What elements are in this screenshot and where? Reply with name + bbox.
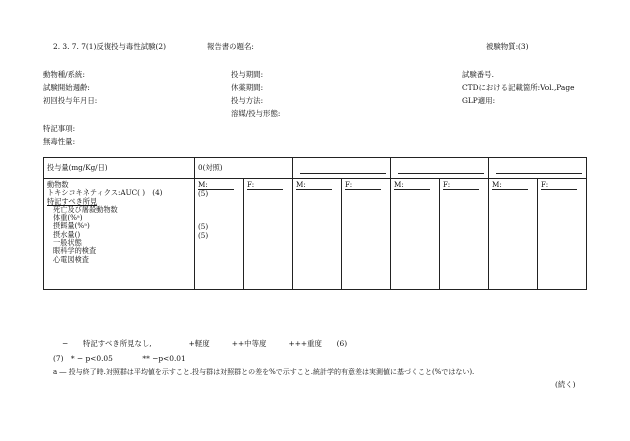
female-label: F: <box>345 181 381 190</box>
row-labels-cell <box>44 179 195 290</box>
study-start-age-field: 試験開始週齢: <box>43 83 90 92</box>
stats-footnote: (7) * − p<0.05 ** −p<0.01 <box>53 354 186 363</box>
recovery-period-field: 休薬期間: <box>231 83 264 92</box>
study-number-field: 試験番号. <box>462 70 494 79</box>
toxicity-table <box>43 157 587 290</box>
row-label: 動物数 <box>47 180 69 189</box>
row-label: 一般状態 <box>53 238 82 248</box>
route-field: 投与方法: <box>231 96 264 105</box>
dosing-period-field: 投与期間: <box>231 70 264 79</box>
row-label: 摂水量() <box>53 229 81 239</box>
female-label: F: <box>541 181 577 190</box>
male-label: M: <box>394 181 430 190</box>
male-label: M: <box>198 181 234 190</box>
continued-label: (続く) <box>555 380 576 389</box>
vehicle-form-field: 溶媒/投与形態: <box>231 109 281 118</box>
dose-group-header-1 <box>293 158 391 179</box>
dose-group-header-3 <box>489 158 587 179</box>
noael-field: 無毒性量: <box>43 137 76 146</box>
female-label: F: <box>247 181 283 190</box>
test-substance-label: 被験物質:(3) <box>486 42 529 51</box>
row-label: 眼科学的検査 <box>53 246 97 256</box>
glp-field: GLP適用: <box>462 96 496 105</box>
control-header: 0(対照) <box>195 158 293 179</box>
group3-male-cell <box>489 179 538 290</box>
row-label: 心電図検査 <box>53 254 89 264</box>
group2-male-cell <box>391 179 440 290</box>
row-label: 体重(%ᵃ) <box>53 213 83 223</box>
legend-footnote: − 特記すべき所見なし, +軽度 ++中等度 +++重度 (6) <box>62 339 348 348</box>
special-notes-field: 特記事項: <box>43 124 76 133</box>
control-female-cell <box>244 179 293 290</box>
report-title-label: 報告書の題名: <box>207 42 254 51</box>
row-label: 特記すべき所見 <box>47 196 98 206</box>
row-label: 死亡及び屠殺動物数 <box>53 204 118 214</box>
row-label: 摂餌量(%ᵃ) <box>53 221 90 231</box>
species-field: 動物種/系統: <box>43 70 85 79</box>
group2-female-cell <box>440 179 489 290</box>
control-note: (5) <box>198 230 209 240</box>
table-body-row <box>44 179 587 290</box>
dose-header: 投与量(mg/Kg/日) <box>44 158 195 179</box>
group1-female-cell <box>342 179 391 290</box>
dose-blank-line <box>398 163 484 174</box>
male-label: M: <box>296 181 332 190</box>
ctd-location-field: CTDにおける記載箇所:Vol.,Page <box>462 83 575 92</box>
female-label: F: <box>443 181 479 190</box>
group3-female-cell <box>538 179 587 290</box>
control-note: (5) <box>198 189 209 199</box>
table-header-row <box>44 158 587 179</box>
first-dose-date-field: 初回投与年月日: <box>43 96 98 105</box>
dose-blank-line <box>300 163 386 174</box>
control-male-cell <box>195 179 244 290</box>
dose-group-header-2 <box>391 158 489 179</box>
control-note: (5) <box>198 222 209 232</box>
group1-male-cell <box>293 179 342 290</box>
section-title: 2. 3. 7. 7(1)反復投与毒性試験(2) <box>53 42 166 51</box>
male-label: M: <box>492 181 528 190</box>
note-a-footnote: a ― 投与終了時.対照群は平均値を示すこと.投与群は対照群との差を%で示すこと.統計学的有意差は実測値に基づくこと(%ではない). <box>53 368 475 376</box>
dose-blank-line <box>496 163 582 174</box>
row-label: トキシコキネティクス:AUC( ) (4) <box>47 188 163 198</box>
